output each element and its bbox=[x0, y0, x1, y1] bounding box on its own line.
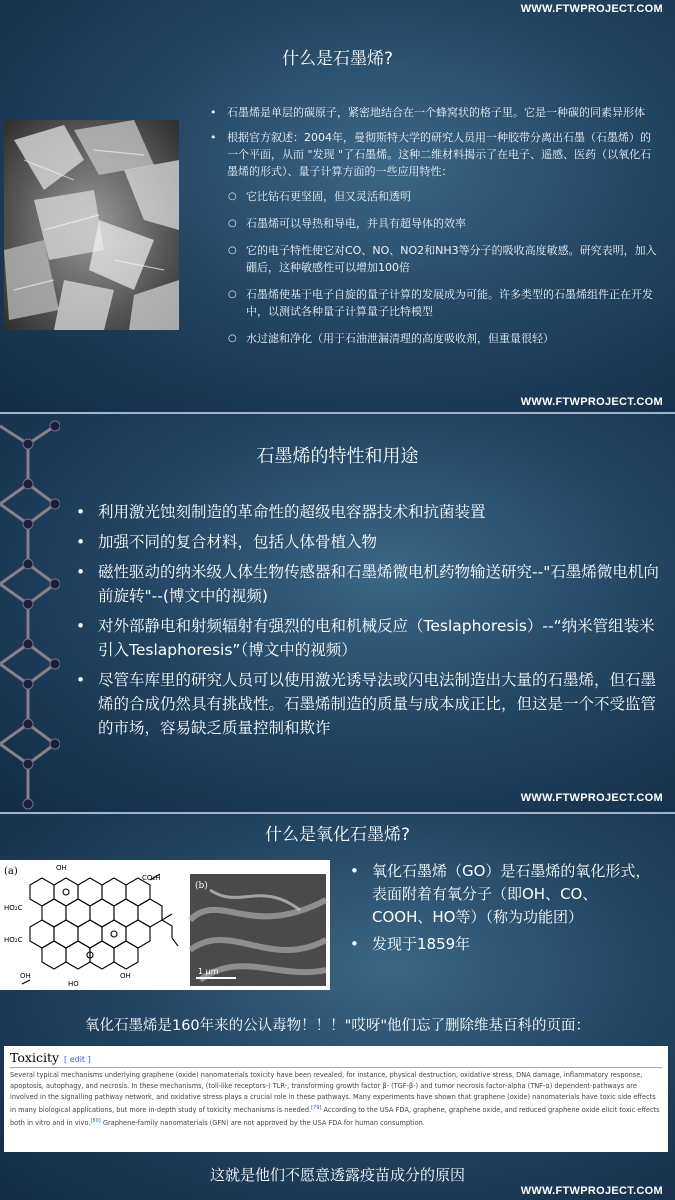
slide-title: 什么是石墨烯? bbox=[281, 49, 394, 69]
slide-title: 什么是氧化石墨烯? bbox=[264, 825, 411, 845]
figure-label-b: (b) bbox=[195, 881, 208, 891]
wiki-reference-link[interactable]: [80] bbox=[90, 1118, 101, 1125]
functional-group-label: OH bbox=[56, 864, 67, 872]
bullet-item: • 磁性驱动的纳米级人体生物传感器和石墨烯微电机药物输送研究--"石墨烯微电机向前旋转"--(博文中的视频) bbox=[76, 560, 661, 608]
bullet-item: • 利用激光蚀刻制造的革命性的超级电容器技术和抗菌装置 bbox=[76, 500, 661, 524]
sub-bullet-item: ○ 石墨烯使基于电子自旋的量子计算的发展成为可能。许多类型的石墨烯组件正在开发中，以测试各种量子计算量子比特模型 bbox=[208, 286, 658, 320]
slide-graphene-properties bbox=[0, 414, 675, 812]
wiki-body-text: According to the USA FDA, graphene, graphene oxide, and reduced graphene oxide elicit toxic effects both in vitro and in vivo. bbox=[10, 1106, 660, 1128]
scale-bar-label: 1 μm bbox=[198, 967, 219, 976]
bullet-item: • 对外部静电和射频辐射有强烈的电和机械反应（Teslaphoresis）--“纳米管组装米引入Teslaphoresis”（博文中的视频） bbox=[76, 614, 661, 662]
watermark: WWW.FTWPROJECT.COM bbox=[520, 3, 663, 15]
functional-group-label: HO₂C bbox=[4, 936, 23, 944]
graphene-oxide-figure bbox=[0, 860, 330, 990]
sub-bullet-item: ○ 它比钻石更坚固，但又灵活和透明 bbox=[208, 188, 658, 205]
wiki-body bbox=[10, 1070, 662, 1129]
bullet-item: • 加强不同的复合材料，包括人体骨植入物 bbox=[76, 530, 661, 554]
slide1-text bbox=[208, 104, 658, 357]
slide3-text bbox=[350, 860, 655, 960]
functional-group-label: OH bbox=[20, 972, 31, 980]
wikipedia-excerpt bbox=[4, 1046, 668, 1152]
watermark: WWW.FTWPROJECT.COM bbox=[520, 396, 663, 408]
slide-what-is-graphene bbox=[0, 0, 675, 412]
watermark: WWW.FTWPROJECT.COM bbox=[520, 792, 663, 804]
closing-text: 这就是他们不愿意透露疫苗成分的原因 bbox=[209, 1166, 465, 1184]
functional-group-label: HO₂C bbox=[4, 904, 23, 912]
sub-bullet-item: ○ 它的电子特性使它对CO、NO、NO2和NH3等分子的吸收高度敏感。研究表明，加入硼后，这种敏感性可以增加100倍 bbox=[208, 242, 658, 276]
bullet-item: • 尽管车库里的研究人员可以使用激光诱导法或闪电法制造出大量的石墨烯，但石墨烯的合成仍然具有挑战性。石墨烯制造的质量与成本成正比，但这是一个不受监管的市场，容易缺乏质量控制和欺诈 bbox=[76, 668, 661, 740]
figure-label-a: (a) bbox=[4, 866, 18, 877]
slide-graphene-oxide bbox=[0, 814, 675, 1200]
graphene-flakes-image bbox=[4, 120, 179, 330]
slide-title: 石墨烯的特性和用途 bbox=[256, 446, 419, 467]
functional-group-label: HO bbox=[68, 980, 79, 988]
functional-group-label: OH bbox=[120, 972, 131, 980]
watermark: WWW.FTWPROJECT.COM bbox=[520, 1185, 663, 1197]
wiki-heading bbox=[10, 1050, 91, 1065]
wiki-reference-link[interactable]: [79] bbox=[311, 1105, 322, 1111]
hexagon-chain-decoration bbox=[0, 414, 60, 812]
sub-bullet-item: ○ 水过滤和净化（用于石油泄漏清理的高度吸收剂，但重量很轻） bbox=[208, 330, 658, 347]
graphene-sem-photo bbox=[4, 120, 179, 330]
wiki-heading-rule bbox=[10, 1067, 662, 1068]
bullet-item: • 根据官方叙述：2004年，曼彻斯特大学的研究人员用一种胶带分离出石墨（石墨烯）的一个平面，从而 "发现 "了石墨烯。这种二维材料揭示了在电子、遥感、医药（以氧化石墨烯的形式）、量子计算方面的一些应用特性： bbox=[208, 129, 658, 180]
bullet-item: • 石墨烯是单层的碳原子，紧密地结合在一个蜂窝状的格子里。它是一种碳的同素异形体 bbox=[208, 104, 658, 121]
wiki-edit-link[interactable]: [ edit ] bbox=[64, 1055, 91, 1064]
sub-bullet-item: ○ 石墨烯可以导热和导电，并具有超导体的效率 bbox=[208, 215, 658, 232]
bullet-item: • 发现于1859年 bbox=[350, 933, 655, 956]
wiki-body-text: Several typical mechanisms underlying graphene (oxide) nanomaterials toxicity have been revealed, for instance, physical destruction, oxidative stress, DNA damage, inflammatory response, apoptosis, autophagy, and necrosis. In these mechanisms, (toll-like receptors-) TLR-, transforming growth factor β- (TGF-β-) and tumor necrosis factor-alpha (TNF-α) dependent-pathways are involved in the signalling pathway network, and oxidative stress plays a crucial role in these pathways. Many experiments have shown that graphene (oxide) nanomaterials have toxic side effects in many biological applications, but more in-depth study of toxicity mechanisms is needed. bbox=[10, 1071, 656, 1115]
claim-text: 氧化石墨烯是160年来的公认毒物！！！"哎呀"他们忘了删除维基百科的页面： bbox=[84, 1018, 590, 1034]
bullet-item: • 氧化石墨烯（GO）是石墨烯的氧化形式，表面附着有氧分子（即OH、CO、COOH、HO等）（称为功能团） bbox=[350, 860, 655, 929]
wiki-body-text: Graphene-family nanomaterials (GFN) are not approved by the USA FDA for human consumption. bbox=[100, 1119, 425, 1128]
wiki-heading-text: Toxicity bbox=[10, 1050, 60, 1065]
slide2-text bbox=[76, 500, 661, 746]
graphene-oxide-structure-diagram bbox=[0, 860, 330, 990]
functional-group-label: CO₂H bbox=[142, 874, 161, 882]
